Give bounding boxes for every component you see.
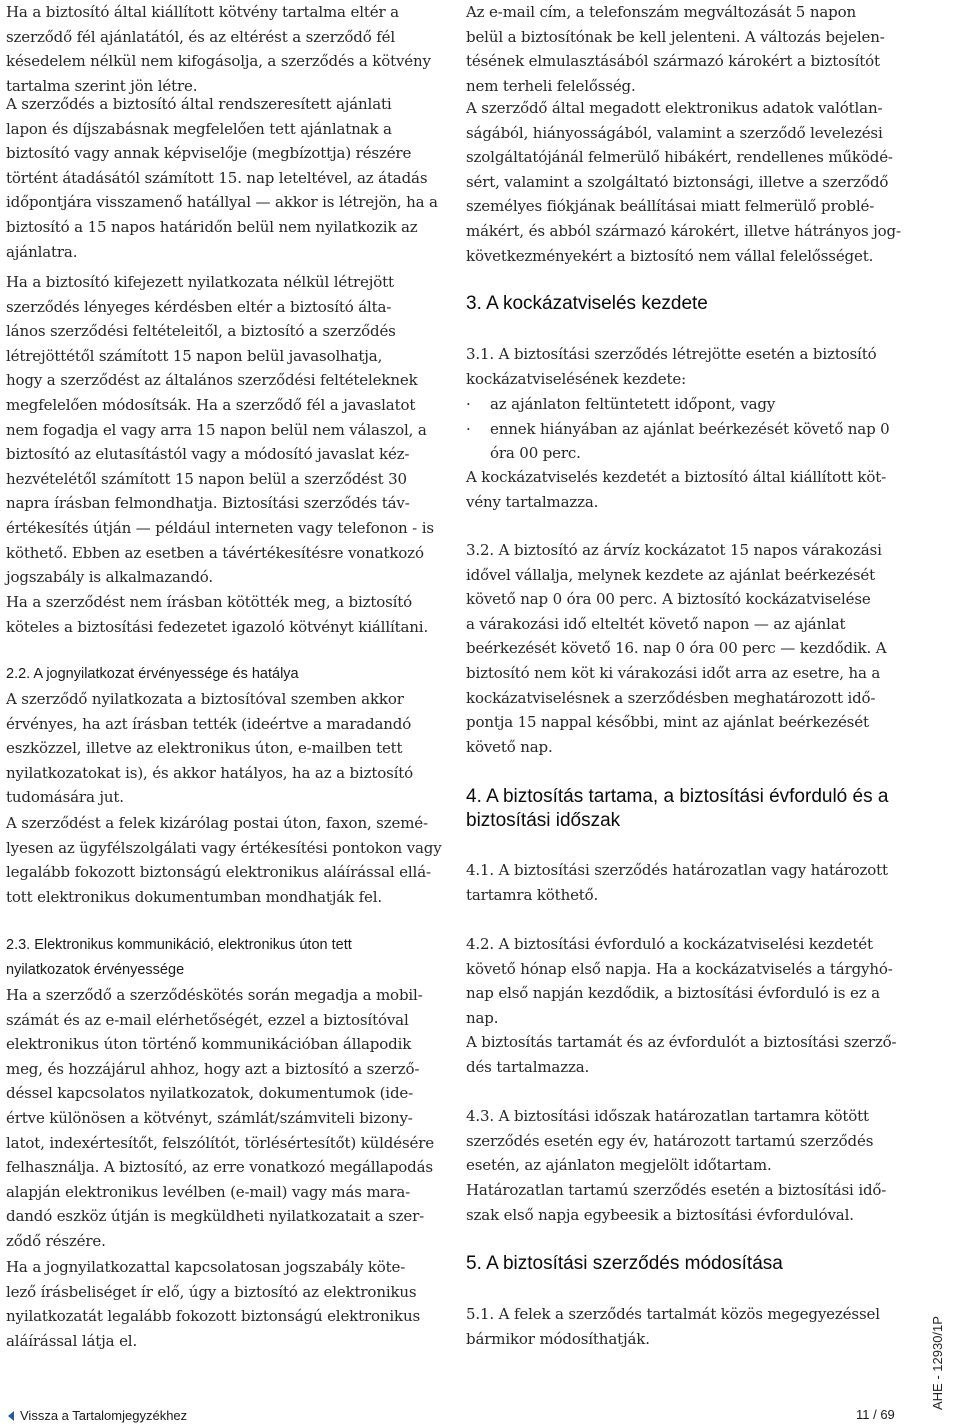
text-line: 4.2. A biztosítási évforduló a kockázatviselési kezdetét: [466, 935, 873, 953]
text-line: A szerződő által megadott elektronikus adatok valótlan-: [466, 99, 883, 117]
text-line: latot, indexértesítőt, felszólítót, törlésértesítőt) küldésére: [6, 1133, 435, 1152]
paragraph-4-3-b: [466, 1178, 886, 1227]
text-line: idővel vállalja, melynek kezdete az ajánlat beérkezését: [466, 565, 875, 584]
text-line: lyesen az ügyfélszolgálati vagy értékesítési pontokon vagy: [6, 838, 442, 857]
text-line: A szerződés a biztosító által rendszeresített ajánlati: [6, 95, 392, 113]
heading-4: [466, 785, 888, 833]
paragraph-3-1: [466, 342, 876, 391]
text-line: biztosító nem köt ki várakozási időt arra az esetre, ha a: [466, 663, 881, 682]
text-line: hezvételétől számított 15 napon belül a szerződést 30: [6, 469, 407, 488]
text-line: biztosítási időszak: [466, 810, 621, 831]
page-number: 11 / 69: [856, 1407, 895, 1422]
text-line: elektronikus úton történő kommunikációban állapodik: [6, 1035, 412, 1054]
text-line: 2.2. A jognyilatkozat érvényessége és hatálya: [6, 666, 299, 682]
heading-2-3: [6, 933, 352, 982]
text-line: A biztosítás tartamát és az évfordulót a biztosítási szerző-: [466, 1033, 897, 1051]
paragraph-electronic-communication: [6, 983, 434, 1254]
text-line: 3.2. A biztosító az árvíz kockázatot 15 napos várakozási: [466, 541, 882, 559]
text-line: alapján elektronikus levélben (e-mail) vagy más mara-: [6, 1182, 411, 1201]
text-line: A kockázatviselés kezdetét a biztosító által kiállított köt-: [466, 468, 887, 486]
text-line: az ajánlaton feltüntetett időpont, vagy: [490, 395, 776, 413]
text-line: ződő részére.: [6, 1231, 106, 1250]
text-line: jogszabály is alkalmazandó.: [6, 568, 214, 587]
paragraph-liability-exclusion: [466, 96, 901, 268]
paragraph-contract-modification-proposal: [6, 270, 434, 590]
text-line: tartamra köthető.: [466, 885, 599, 904]
text-line: A szerződő nyilatkozata a biztosítóval szemben akkor: [6, 690, 404, 708]
text-line: eszközzel, illetve az elektronikus úton, e-mailben tett: [6, 739, 403, 758]
text-line: 3. A kockázatviselés kezdete: [466, 293, 708, 314]
text-line: déssel kapcsolatos nyilatkozatok, dokumentumok (ide-: [6, 1084, 414, 1103]
text-line: követő hónap első napja. Ha a kockázatviselés a tárgyhó-: [466, 959, 893, 978]
list-item: [466, 417, 890, 466]
text-line: kockázatviselésének kezdete:: [466, 369, 687, 388]
text-line: követő nap.: [466, 737, 553, 756]
text-line: nyilatkozatok érvényessége: [6, 961, 185, 978]
bullet-list: [466, 392, 890, 466]
text-line: Ha a jognyilatkozattal kapcsolatosan jogszabály köte-: [6, 1258, 406, 1276]
text-line: pontja 15 nappal későbbi, mint az ajánlat beérkezését: [466, 713, 869, 732]
text-line: mákért, és abból származó károkért, illetve hátrányos jog-: [466, 221, 901, 240]
text-line: Határozatlan tartamú szerződés esetén a biztosítási idő-: [466, 1181, 887, 1199]
text-line: nyilatkozatokat is), és akkor hatályos, ha az a biztosító: [6, 763, 414, 782]
text-line: 4. A biztosítás tartama, a biztosítási évforduló és a: [466, 786, 889, 807]
text-line: bármikor módosíthatják.: [466, 1329, 650, 1348]
text-line: meg, és hozzájárul ahhoz, hogy azt a biztosító a szerző-: [6, 1059, 420, 1078]
text-line: legalább fokozott biztonságú elektronikus aláírással ellá-: [6, 863, 431, 882]
text-line: A szerződést a felek kizárólag postai úton, faxon, szemé-: [6, 814, 428, 832]
text-line: értve különösen a kötvényt, számlát/számviteli bizony-: [6, 1108, 413, 1127]
text-line: nem fogadja el vagy arra 15 napon belül nem válaszol, a: [6, 420, 427, 439]
paragraph-electronic-signature: [6, 1255, 420, 1353]
text-line: ajánlatra.: [6, 242, 78, 261]
text-line: létrejöttétől számított 15 napon belül javasolhatja,: [6, 346, 383, 365]
paragraph-4-1: [466, 858, 888, 907]
text-line: tudomására jut.: [6, 788, 124, 807]
text-line: 5. A biztosítási szerződés módosítása: [466, 1253, 783, 1274]
text-line: szerződés esetén egy év, határozott tartamú szerződés: [466, 1131, 874, 1150]
text-line: dandó eszköz útján is megküldheti nyilatkozatait a szer-: [6, 1207, 425, 1226]
text-line: követő nap 0 óra 00 perc. A biztosító kockázatviselése: [466, 590, 871, 609]
paragraph-contract-formation: [6, 92, 438, 264]
paragraph-5-1: [466, 1302, 880, 1351]
paragraph-3-1-b: [466, 465, 886, 514]
text-line: napra írásban felmondhatja. Biztosítási szerződés táv-: [6, 494, 410, 513]
text-line: Az e-mail cím, a telefonszám megváltozását 5 napon: [466, 3, 856, 21]
document-code: [930, 1316, 960, 1425]
text-line: Ha a biztosító által kiállított kötvény tartalma eltér a: [6, 3, 399, 21]
text-line: következményekért a biztosító nem vállal felelősséget.: [466, 246, 874, 265]
text-line: személyes fiókjának beállításai miatt felmerülő problé-: [466, 197, 875, 216]
text-line: a várakozási idő elteltét követő napon — az ajánlat: [466, 614, 846, 633]
heading-5: [466, 1252, 783, 1276]
bullet-mark: ·: [466, 419, 471, 438]
text-line: Ha a biztosító kifejezett nyilatkozata nélkül létrejött: [6, 273, 394, 291]
text-line: időpontjára visszamenő hatállyal — akkor is létrejön, ha a: [6, 193, 438, 212]
list-item: [466, 392, 890, 417]
text-line: biztosító az elutasítástól vagy a módosító javaslat kéz-: [6, 445, 410, 464]
text-line: Ha a szerződő a szerződéskötés során megadja a mobil-: [6, 986, 423, 1004]
text-line: ságából, hiányosságából, valamint a szerződő levelezési: [466, 123, 883, 142]
heading-2-2: [6, 662, 299, 687]
text-line: ennek hiányában az ajánlat beérkezését követő nap 0: [490, 419, 890, 438]
text-line: 3.1. A biztosítási szerződés létrejötte esetén a biztosító: [466, 345, 877, 363]
text-line: tott elektronikus dokumentumban mondhatják fel.: [6, 887, 382, 906]
text-line: tésének elmulasztásából származó károkért a biztosítót: [466, 52, 880, 71]
heading-3: [466, 292, 708, 316]
text-line: felhasználja. A biztosító, az erre vonatkozó megállapodás: [6, 1158, 433, 1177]
text-line: 2.3. Elektronikus kommunikáció, elektronikus úton tett: [6, 937, 352, 953]
text-line: hogy a szerződést az általános szerződési feltételeknek: [6, 371, 418, 390]
text-line: 4.1. A biztosítási szerződés határozatlan vagy határozott: [466, 861, 888, 879]
paragraph-4-2-b: [466, 1030, 896, 1079]
text-line: szerződő fél ajánlatától, és az eltérést a szerződő fél: [6, 27, 396, 46]
back-to-contents-label: Vissza a Tartalomjegyzékhez: [20, 1408, 188, 1423]
text-line: szerződés lényeges kérdésben eltér a biztosító álta-: [6, 297, 392, 316]
text-line: dés tartalmazza.: [466, 1057, 590, 1076]
back-to-contents-link[interactable]: [8, 1408, 187, 1423]
text-line: lános szerződési feltételeitől, a biztosító a szerződés: [6, 322, 396, 341]
text-line: számát és az e-mail elérhetőségét, ezzel a biztosítóval: [6, 1010, 409, 1029]
text-line: értékesítés útján — például interneten vagy telefonon - is: [6, 518, 434, 537]
text-line: megfelelően módosítsák. Ha a szerződő fél a javaslatot: [6, 395, 416, 414]
bullet-mark: ·: [466, 395, 471, 413]
text-line: tartalma szerint jön létre.: [6, 76, 198, 95]
text-line: köteles a biztosítási fedezetet igazoló kötvényt kiállítani.: [6, 617, 429, 636]
text-line: biztosító a 15 napos határidőn belül nem nyilatkozik az: [6, 217, 418, 236]
paragraph-termination: [6, 811, 442, 909]
text-line: köthető. Ebben az esetben a távértékesítésre vonatkozó: [6, 543, 424, 562]
text-line: 4.3. A biztosítási időszak határozatlan tartamra kötött: [466, 1107, 869, 1125]
paragraph-declaration-validity: [6, 687, 413, 810]
paragraph-3-2: [466, 538, 886, 759]
text-line: óra 00 perc.: [490, 444, 581, 463]
paragraph-contact-change: [466, 0, 885, 98]
paragraph-policy-issuance: [6, 590, 428, 639]
text-line: lapon és díjszabásnak megfelelően tett ajánlatnak a: [6, 119, 392, 138]
back-arrow-icon: [8, 1411, 14, 1421]
text-line: belül a biztosítónak be kell jelenteni. A változás bejelen-: [466, 27, 885, 46]
text-line: történt átadásától számított 15. nap leteltével, az átadás: [6, 168, 428, 187]
text-line: nap első napján kezdődik, a biztosítási évforduló is ez a: [466, 984, 880, 1003]
document-code-label: AHE - 12930/1P: [930, 1316, 945, 1410]
paragraph-4-2: [466, 932, 893, 1030]
paragraph-contract-deviation: [6, 0, 431, 98]
text-line: lező írásbeliséget ír elő, úgy a biztosító az elektronikus: [6, 1282, 417, 1301]
text-line: nem terheli felelősség.: [466, 76, 636, 95]
text-line: nap.: [466, 1008, 499, 1027]
text-line: kockázatviselésnek a szerződésben meghatározott idő-: [466, 688, 876, 707]
text-line: esetén, az ajánlaton megjelölt időtartam.: [466, 1156, 772, 1175]
text-line: Ha a szerződést nem írásban kötötték meg, a biztosító: [6, 593, 413, 611]
text-line: 5.1. A felek a szerződés tartalmát közös megegyezéssel: [466, 1305, 880, 1323]
text-line: aláírással látja el.: [6, 1331, 138, 1350]
paragraph-4-3: [466, 1104, 873, 1178]
text-line: késedelem nélkül nem kifogásolja, a szerződés a kötvény: [6, 52, 431, 71]
text-line: beérkezését követő 16. nap 0 óra 00 perc — kezdődik. A: [466, 639, 887, 658]
text-line: szolgáltatójánál felmerülő hibákért, rendellenes működé-: [466, 148, 893, 167]
text-line: biztosító vagy annak képviselője (megbízottja) részére: [6, 144, 412, 163]
text-line: érvényes, ha azt írásban tették (ideértve a maradandó: [6, 714, 412, 733]
text-line: sért, valamint a szolgáltató biztonsági, illetve a szerződő: [466, 172, 889, 191]
text-line: szak első napja egybeesik a biztosítási évfordulóval.: [466, 1205, 854, 1224]
text-line: vény tartalmazza.: [466, 492, 599, 511]
text-line: nyilatkozatát legalább fokozott biztonságú elektronikus: [6, 1307, 421, 1326]
